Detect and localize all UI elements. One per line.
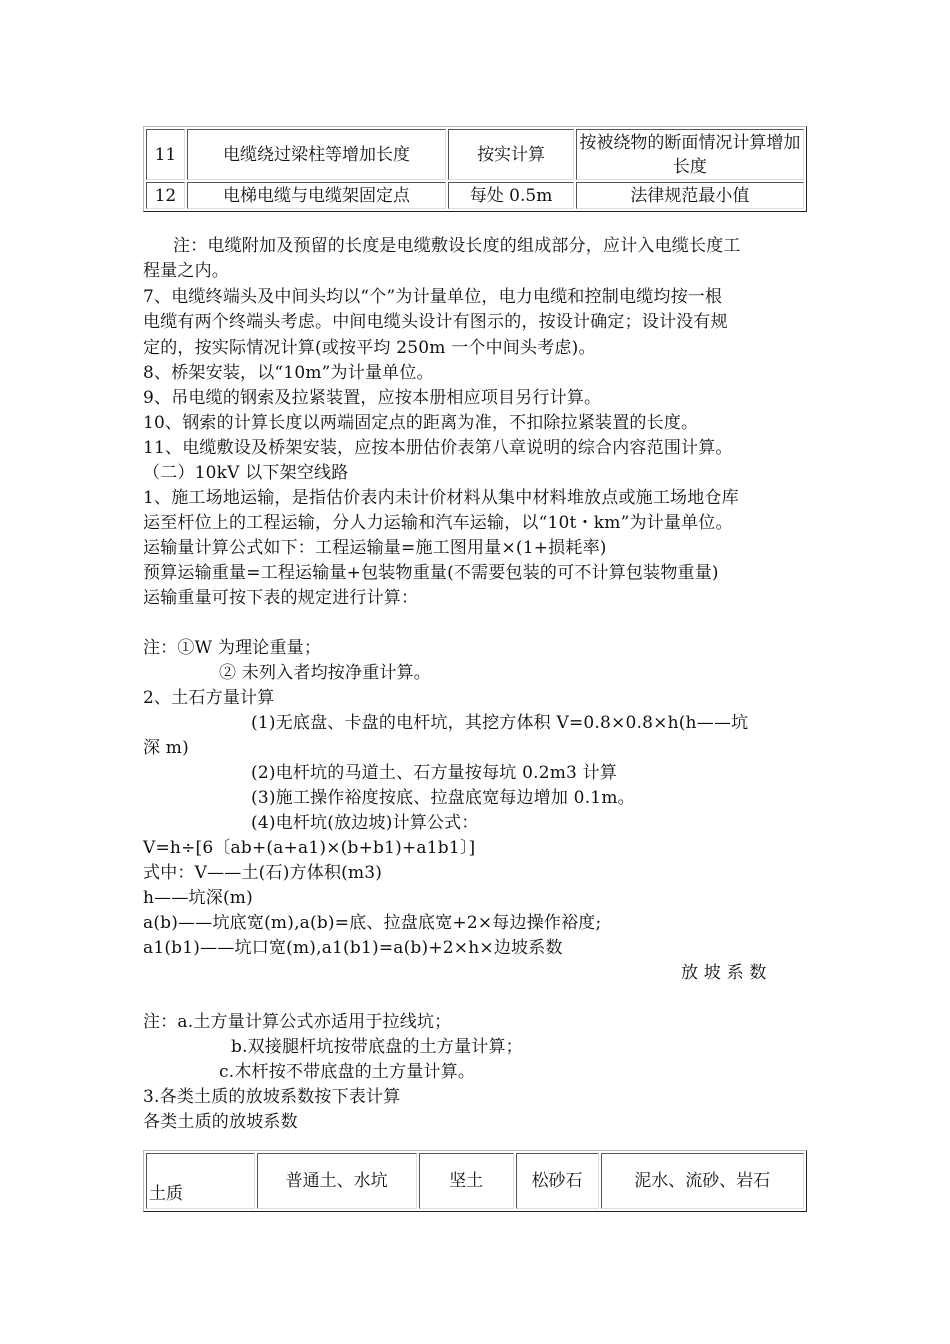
earthwork-note-c: c.木杆按不带底盘的土方量计算。 — [219, 1062, 476, 1082]
section-1-paragraph-cont: 运至杆位上的工程运输，分人力运输和汽车运输，以“10t・km”为计量单位。 — [143, 513, 733, 533]
column-header: 土质 — [146, 1153, 255, 1209]
paragraph-9: 9、吊电缆的钢索及拉紧装置，应按本册相应项目另行计算。 — [143, 388, 602, 408]
slope-coefficient-title: 放 坡 系 数 — [681, 963, 767, 983]
earthwork-note-b: b.双接腿杆坑按带底盘的土方量计算； — [231, 1037, 523, 1057]
note-paragraph-cont: 程量之内。 — [143, 261, 229, 281]
cable-length-table — [143, 126, 807, 212]
transport-weight-note: 运输重量可按下表的规定进行计算： — [143, 588, 419, 608]
paragraph-7: 7、电缆终端头及中间头均以“个”为计量单位，电力电缆和控制电缆均按一根 — [143, 287, 723, 307]
item-remark: 法律规范最小值 — [576, 182, 804, 209]
section-3-title: 3.各类土质的放坡系数按下表计算 — [143, 1087, 401, 1107]
paragraph-11: 11、电缆敷设及桥架安装，应按本册估价表第八章说明的综合内容范围计算。 — [143, 438, 733, 458]
earthwork-item-3: (3)施工操作裕度按底、拉盘底宽每边增加 0.1m。 — [251, 788, 635, 808]
volume-formula: V=h÷[6〔ab+(a+a1)×(b+b1)+a1b1〕] — [143, 838, 476, 858]
column-header: 松砂石 — [516, 1153, 599, 1209]
column-header: 坚土 — [419, 1153, 514, 1209]
row-number: 11 — [146, 129, 185, 180]
paragraph-10: 10、钢索的计算长度以两端固定点的距离为准，不扣除拉紧装置的长度。 — [143, 413, 699, 433]
note-paragraph: 注：电缆附加及预留的长度是电缆敷设长度的组成部分，应计入电缆长度工 — [173, 236, 741, 256]
table-row — [146, 129, 804, 180]
transport-formula: 运输量计算公式如下：工程运输量=施工图用量×(1+损耗率) — [143, 538, 607, 558]
formula-legend-h: h——坑深(m) — [143, 888, 253, 908]
item-length: 每处 0.5m — [448, 182, 574, 209]
formula-legend-ab: a(b)——坑底宽(m),a(b)=底、拉盘底宽+2×每边操作裕度; — [143, 913, 602, 933]
weight-note-cont: ② 未列入者均按净重计算。 — [219, 663, 432, 683]
earthwork-item-4: (4)电杆坑(放边坡)计算公式： — [251, 813, 479, 833]
formula-legend-a1b1: a1(b1)——坑口宽(m),a1(b1)=a(b)+2×h×边坡系数 — [143, 938, 563, 958]
paragraph-7-cont: 电缆有两个终端头考虑。中间电缆头设计有图示的，按设计确定；设计没有规 — [143, 312, 728, 332]
item-remark: 按被绕物的断面情况计算增加长度 — [576, 129, 804, 180]
table-row — [146, 182, 804, 209]
transport-weight-formula: 预算运输重量=工程运输量+包装物重量(不需要包装的可不计算包装物重量) — [143, 563, 719, 583]
section-2-title: 2、土石方量计算 — [143, 688, 275, 708]
formula-legend-v: 式中：V——土(石)方体积(m3) — [143, 863, 383, 883]
earthwork-item-1: (1)无底盘、卡盘的电杆坑，其挖方体积 V=0.8×0.8×h(h——坑 — [251, 713, 749, 733]
paragraph-7-cont: 定的，按实际情况计算(或按平均 250m 一个中间头考虑)。 — [143, 338, 596, 358]
section-heading: （二）10kV 以下架空线路 — [143, 463, 349, 483]
paragraph-8: 8、桥架安装，以“10m”为计量单位。 — [143, 363, 434, 383]
item-name: 电缆绕过梁柱等增加长度 — [187, 129, 447, 180]
soil-slope-table — [143, 1150, 807, 1212]
section-1-paragraph: 1、施工场地运输，是指估价表内未计价材料从集中材料堆放点或施工场地仓库 — [143, 488, 739, 508]
weight-note: 注：①W 为理论重量； — [143, 638, 322, 658]
slope-table-caption: 各类土质的放坡系数 — [143, 1112, 298, 1132]
item-name: 电梯电缆与电缆架固定点 — [187, 182, 447, 209]
item-length: 按实计算 — [448, 129, 574, 180]
earthwork-item-2: (2)电杆坑的马道土、石方量按每坑 0.2m3 计算 — [251, 763, 618, 783]
table-header-row — [146, 1153, 804, 1209]
row-number: 12 — [146, 182, 185, 209]
earthwork-note: 注：a.土方量计算公式亦适用于拉线坑； — [143, 1012, 452, 1032]
earthwork-item-1-cont: 深 m) — [143, 738, 189, 758]
column-header: 泥水、流砂、岩石 — [601, 1153, 804, 1209]
column-header: 普通土、水坑 — [257, 1153, 417, 1209]
